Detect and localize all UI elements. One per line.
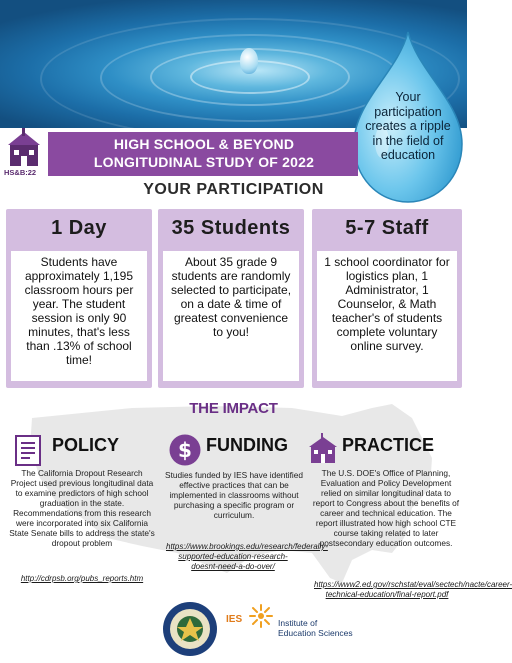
ies-full-name <box>278 618 353 638</box>
stat-card-body: About 35 grade 9 students are randomly selected to participate, on a date & time of greatest convenience to you! <box>163 251 299 381</box>
stat-card-title: 1 Day <box>51 217 107 239</box>
droplet-message: Your participation creates a ripple in the field of education <box>365 90 451 162</box>
policy-heading: POLICY <box>52 435 120 455</box>
practice-body: The U.S. DOE's Office of Planning, Evaluation and Policy Development relied on similar longitudinal data to report to Congress about the benefits of career and technical education. The report illustrated how high school CTE course taking related to later postsecondary education outcomes. <box>312 468 460 548</box>
department-of-education-seal-icon <box>161 600 219 658</box>
page-title-line-1: HIGH SCHOOL & BEYOND <box>113 136 295 152</box>
policy-document-icon <box>12 433 46 467</box>
svg-text:$: $ <box>178 438 192 462</box>
practice-link[interactable]: https://www2.ed.gov/rschstat/eval/sectech/nacte/career-technical-education/final-report.pdf <box>314 580 512 599</box>
dollar-coin-icon <box>168 433 202 467</box>
stat-card-title: 5-7 Staff <box>345 217 429 239</box>
participation-heading: YOUR PARTICIPATION <box>143 181 324 198</box>
school-building-icon <box>306 433 340 467</box>
practice-heading: PRACTICE <box>342 435 435 455</box>
ies-name-line-2: Education Sciences <box>278 628 353 638</box>
water-splash <box>240 48 258 74</box>
impact-heading: THE IMPACT <box>189 400 278 417</box>
funding-heading: FUNDING <box>206 435 288 455</box>
ies-name-line-1: Institute of <box>278 618 318 628</box>
stat-card-body: Students have approximately 1,195 classroom hours per year. The student session is only 90 minutes, that's less than .13% of school time! <box>11 251 147 381</box>
ies-sunburst-logo-icon <box>248 603 274 629</box>
page-title-line-2: LONGITUDINAL STUDY OF 2022 <box>93 154 315 170</box>
policy-body: The California Dropout Research Project used previous longitudinal data to examine predictors of high school graduation in the state. Recommendations from this research were incorporated into six California State Senate bills to address the state's dropout problem <box>9 468 155 548</box>
stat-card-staff <box>312 209 462 388</box>
funding-link[interactable]: https://www.brookings.edu/research/federally-supported-education-research-doesnt-need-a-do-over/ <box>166 542 328 571</box>
logo-label: HS&B:22 <box>4 168 37 177</box>
policy-link[interactable]: http://cdrpsb.org/pubs_reports.htm <box>20 574 144 583</box>
funding-body: Studies funded by IES have identified effective practices that can be implemented in classrooms without purchasing a specific program or curriculum. <box>165 470 303 520</box>
stat-card-time <box>6 209 152 388</box>
stat-card-title: 35 Students <box>171 217 291 239</box>
stat-card-body: 1 school coordinator for logistics plan, 1 Administrator, 1 Counselor, & Math teacher's of students complete voluntary online survey. <box>317 251 457 381</box>
stat-card-students <box>158 209 304 388</box>
ies-abbreviation: IES <box>226 614 243 625</box>
